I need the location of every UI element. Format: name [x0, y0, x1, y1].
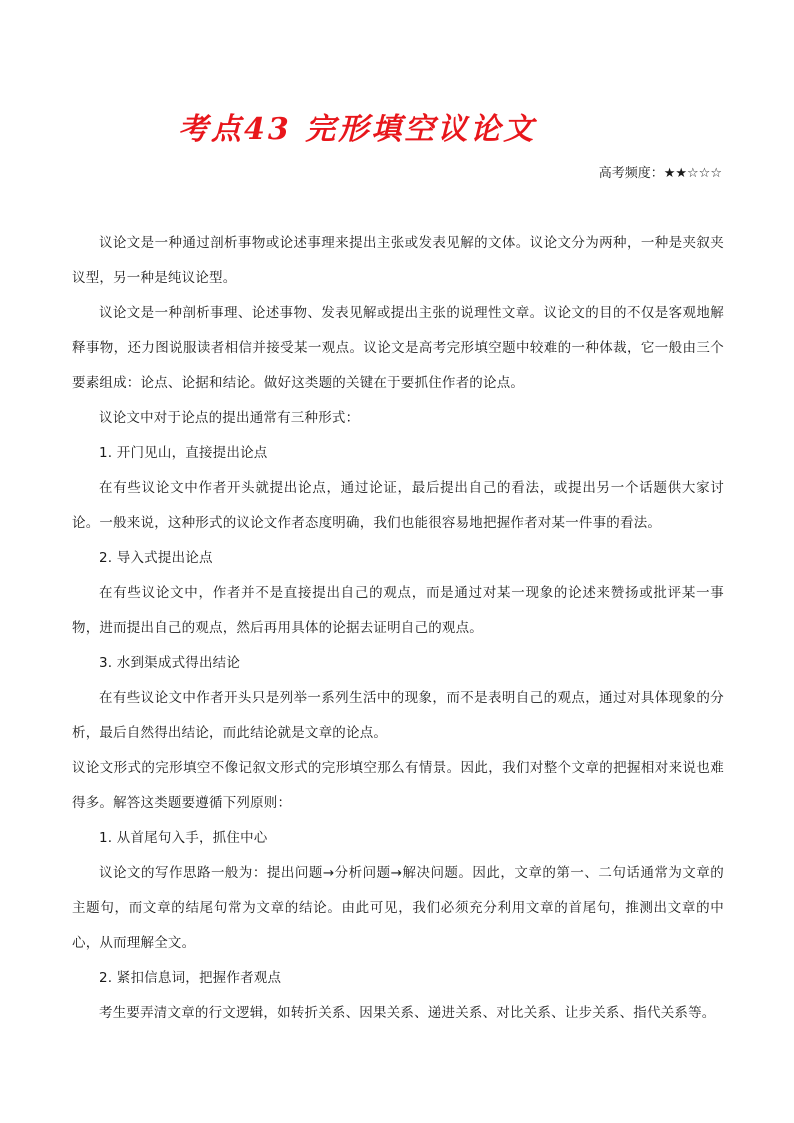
- article-body: [72, 226, 724, 1031]
- list-heading: 2. 紧扣信息词，把握作者观点: [99, 970, 282, 986]
- list-heading: 1. 开门见山，直接提出论点: [99, 445, 268, 461]
- exam-frequency: [599, 164, 722, 184]
- list-heading: 1. 从首尾句入手，抓住中心: [99, 830, 268, 846]
- list-heading: 3. 水到渠成式得出结论: [99, 655, 241, 671]
- list-heading: 2. 导入式提出论点: [99, 550, 213, 566]
- frequency-stars: ★★☆☆☆: [663, 166, 722, 181]
- paragraph: 议论文形式的完形填空不像记叙文形式的完形填空那么有情景。因此，我们对整个文章的把握相对来说也难得多。解答这类题要遵循下列原则：: [72, 760, 724, 811]
- paragraph: 考生要弄清文章的行文逻辑，如转折关系、因果关系、递进关系、对比关系、让步关系、指代关系等。: [99, 1005, 716, 1021]
- page-title: 考点43 完形填空议论文: [178, 112, 537, 147]
- paragraph: 在有些议论文中作者开头就提出论点，通过论证，最后提出自己的看法，或提出另一个话题供大家讨论。一般来说，这种形式的议论文作者态度明确，我们也能很容易地把握作者对某一件事的看法。: [72, 480, 724, 531]
- paragraph: 议论文是一种通过剖析事物或论述事理来提出主张或发表见解的文体。议论文分为两种，一种是夹叙夹议型，另一种是纯议论型。: [72, 235, 724, 286]
- paragraph: 在有些议论文中，作者并不是直接提出自己的观点，而是通过对某一现象的论述来赞扬或批评某一事物，进而提出自己的观点，然后再用具体的论据去证明自己的观点。: [72, 585, 724, 636]
- frequency-label: 高考频度：: [598, 166, 664, 181]
- paragraph: 在有些议论文中作者开头只是列举一系列生活中的现象，而不是表明自己的观点，通过对具体现象的分析，最后自然得出结论，而此结论就是文章的论点。: [72, 690, 724, 741]
- paragraph: 议论文中对于论点的提出通常有三种形式：: [99, 410, 360, 426]
- paragraph: 议论文是一种剖析事理、论述事物、发表见解或提出主张的说理性文章。议论文的目的不仅是客观地解释事物，还力图说服读者相信并接受某一观点。议论文是高考完形填空题中较难的一种体裁，它一般由三个要素组成：论点、论据和结论。做好这类题的关键在于要抓住作者的论点。: [72, 305, 724, 391]
- paragraph: 议论文的写作思路一般为：提出问题→分析问题→解决问题。因此，文章的第一、二句话通常为文章的主题句，而文章的结尾句常为文章的结论。由此可见，我们必须充分利用文章的首尾句，推测出文章的中心，从而理解全文。: [72, 865, 724, 951]
